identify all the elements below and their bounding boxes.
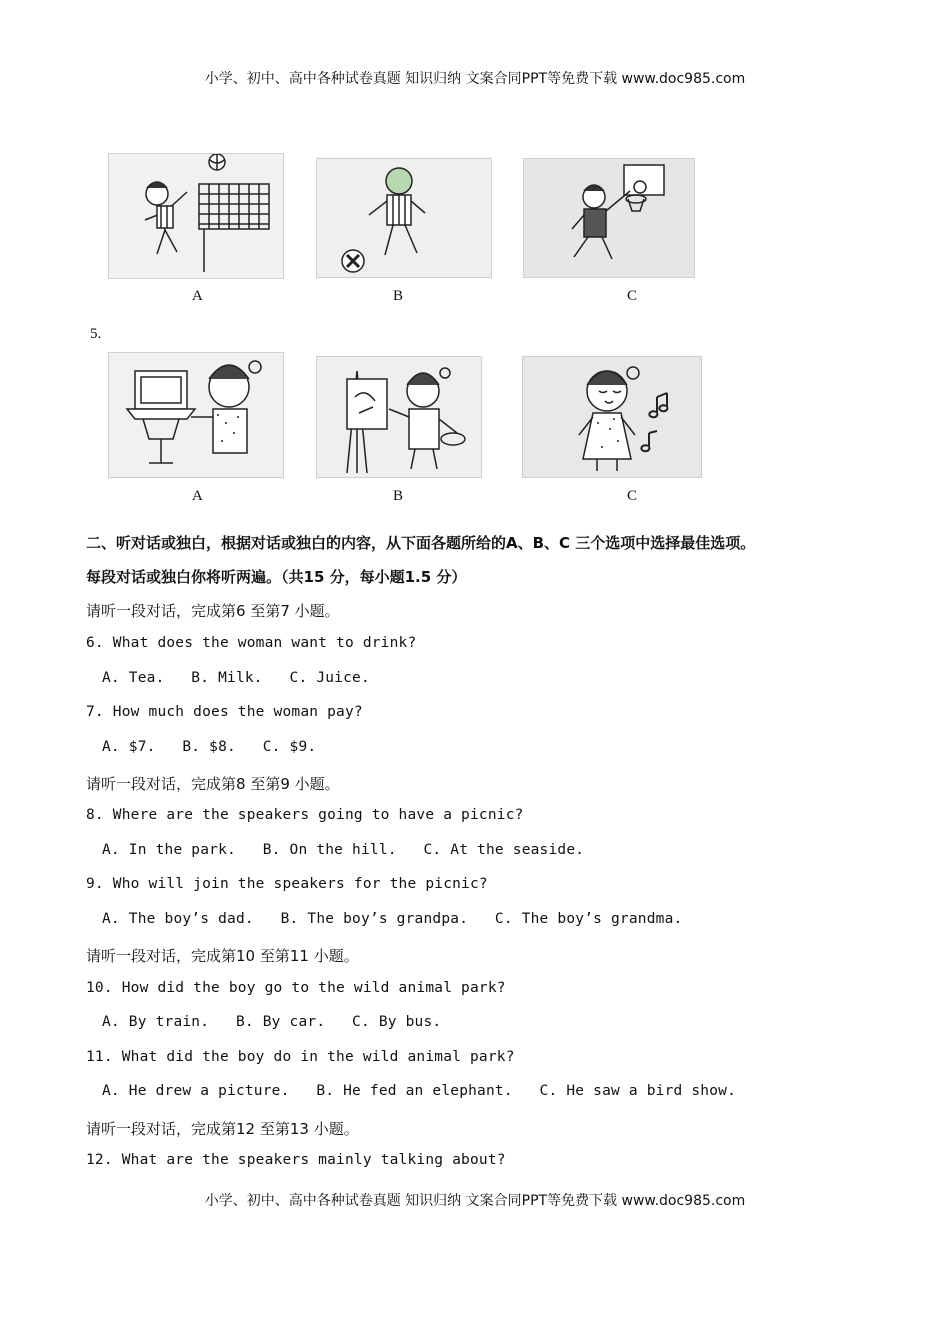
instruction-q8-q9: 请听一段对话，完成第8 至第9 小题。: [86, 775, 340, 793]
question-12: 12. What are the speakers mainly talking about?: [86, 1152, 506, 1168]
options-7: A. $7. B. $8. C. $9.: [102, 739, 317, 755]
q4-label-b: B: [393, 288, 404, 304]
basketball-player-icon: [524, 159, 694, 277]
options-9: A. The boy’s dad. B. The boy’s grandpa. C. The boy’s grandma.: [102, 911, 683, 927]
q4-image-b-soccer: [316, 158, 492, 278]
options-8: A. In the park. B. On the hill. C. At the seaside.: [102, 842, 585, 858]
q4-label-a: A: [192, 288, 203, 304]
question-8: 8. Where are the speakers going to have a picnic?: [86, 807, 524, 823]
page-footer: 小学、初中、高中各种试卷真题 知识归纳 文案合同PPT等免费下载 www.doc985.com: [204, 1193, 746, 1209]
q5-image-b-painting: [316, 356, 482, 478]
question-6: 6. What does the woman want to drink?: [86, 635, 417, 651]
q4-image-c-basketball: [523, 158, 695, 278]
page-header: 小学、初中、高中各种试卷真题 知识归纳 文案合同PPT等免费下载 www.doc985.com: [204, 71, 746, 87]
girl-computer-icon: [109, 353, 283, 477]
q5-label-b: B: [393, 488, 404, 504]
question-9: 9. Who will join the speakers for the picnic?: [86, 876, 488, 892]
question-11: 11. What did the boy do in the wild animal park?: [86, 1049, 515, 1065]
section2-heading-line1: 二、听对话或独白，根据对话或独白的内容，从下面各题所给的A、B、C 三个选项中选择最佳选项。: [86, 534, 756, 552]
section2-heading-line2: 每段对话或独白你将听两遍。（共15 分，每小题1.5 分）: [86, 568, 467, 586]
girl-painting-icon: [317, 357, 481, 477]
question-7: 7. How much does the woman pay?: [86, 704, 363, 720]
q5-label-a: A: [192, 488, 203, 504]
girl-singing-icon: [523, 357, 701, 477]
options-11: A. He drew a picture. B. He fed an elephant. C. He saw a bird show.: [102, 1083, 737, 1099]
instruction-q12-q13: 请听一段对话，完成第12 至第13 小题。: [86, 1120, 359, 1138]
instruction-q10-q11: 请听一段对话，完成第10 至第11 小题。: [86, 947, 359, 965]
q5-label-c: C: [627, 488, 638, 504]
q4-image-a-volleyball: [108, 153, 284, 279]
instruction-q6-q7: 请听一段对话，完成第6 至第7 小题。: [86, 602, 340, 620]
q4-label-c: C: [627, 288, 638, 304]
q5-image-a-computer: [108, 352, 284, 478]
soccer-player-icon: [317, 159, 491, 277]
q5-image-c-singing: [522, 356, 702, 478]
options-6: A. Tea. B. Milk. C. Juice.: [102, 670, 370, 686]
q5-number: 5.: [90, 326, 102, 342]
question-10: 10. How did the boy go to the wild animal park?: [86, 980, 506, 996]
options-10: A. By train. B. By car. C. By bus.: [102, 1014, 442, 1030]
volleyball-player-icon: [109, 154, 283, 278]
